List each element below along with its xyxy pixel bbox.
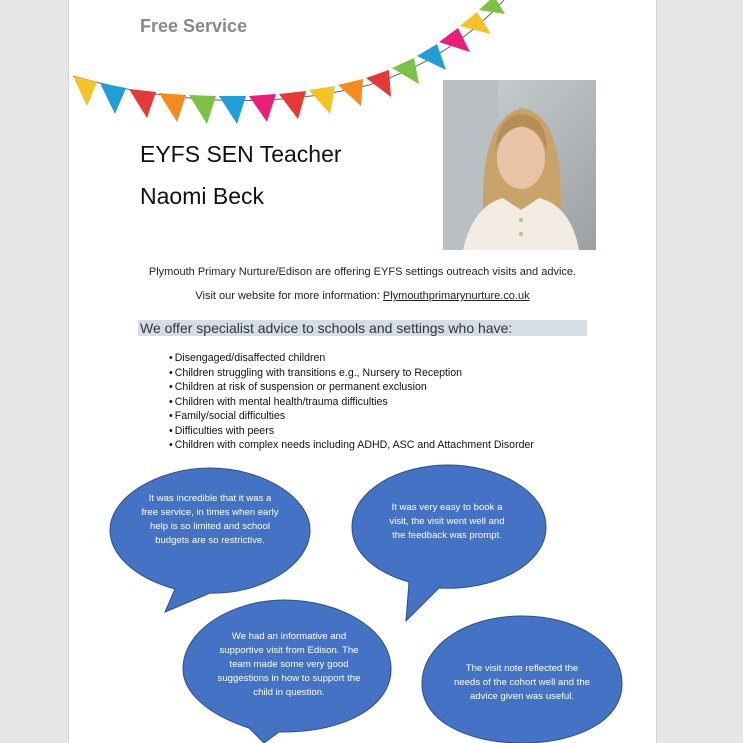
advice-heading: We offer specialist advice to schools and settings who have: (138, 320, 587, 336)
teacher-name: Naomi Beck (140, 183, 264, 209)
list-item: • Children with mental health/trauma difficulties (169, 395, 534, 410)
website-link[interactable]: Plymouthprimarynurture.co.uk (382, 290, 530, 302)
list-item: • Children struggling with transitions e.g., Nursery to Reception (169, 366, 534, 381)
list-item: • Disengaged/disaffected children (169, 351, 534, 366)
speech-bubble-2 (352, 465, 546, 621)
document-page (68, 0, 657, 743)
list-item: • Children with complex needs including ADHD, ASC and Attachment Disorder (169, 438, 534, 453)
role-title: EYFS SEN Teacher (140, 141, 342, 167)
free-service-label: Free Service (140, 16, 248, 36)
intro-line: Plymouth Primary Nurture/Edison are offering EYFS settings outreach visits and advice. (148, 266, 577, 278)
list-item: • Difficulties with peers (169, 424, 534, 439)
list-item: • Children at risk of suspension or permanent exclusion (169, 380, 534, 395)
list-item: • Family/social difficulties (169, 409, 534, 424)
testimonial-3: We had an informative and supportive visit from Edison. The team made some very good suggestions in how to support the child in question. (217, 631, 361, 698)
testimonial-4: The visit note reflected the needs of the cohort well and the advice given was useful. (454, 663, 591, 702)
website-prefix: Visit our website for more information: (195, 290, 383, 302)
testimonial-1: It was incredible that it was a free service, in times when early help is so limited and school budgets are so restrictive. (141, 493, 279, 546)
testimonial-2: It was very easy to book a visit, the visit went well and the feedback was prompt. (389, 502, 505, 541)
